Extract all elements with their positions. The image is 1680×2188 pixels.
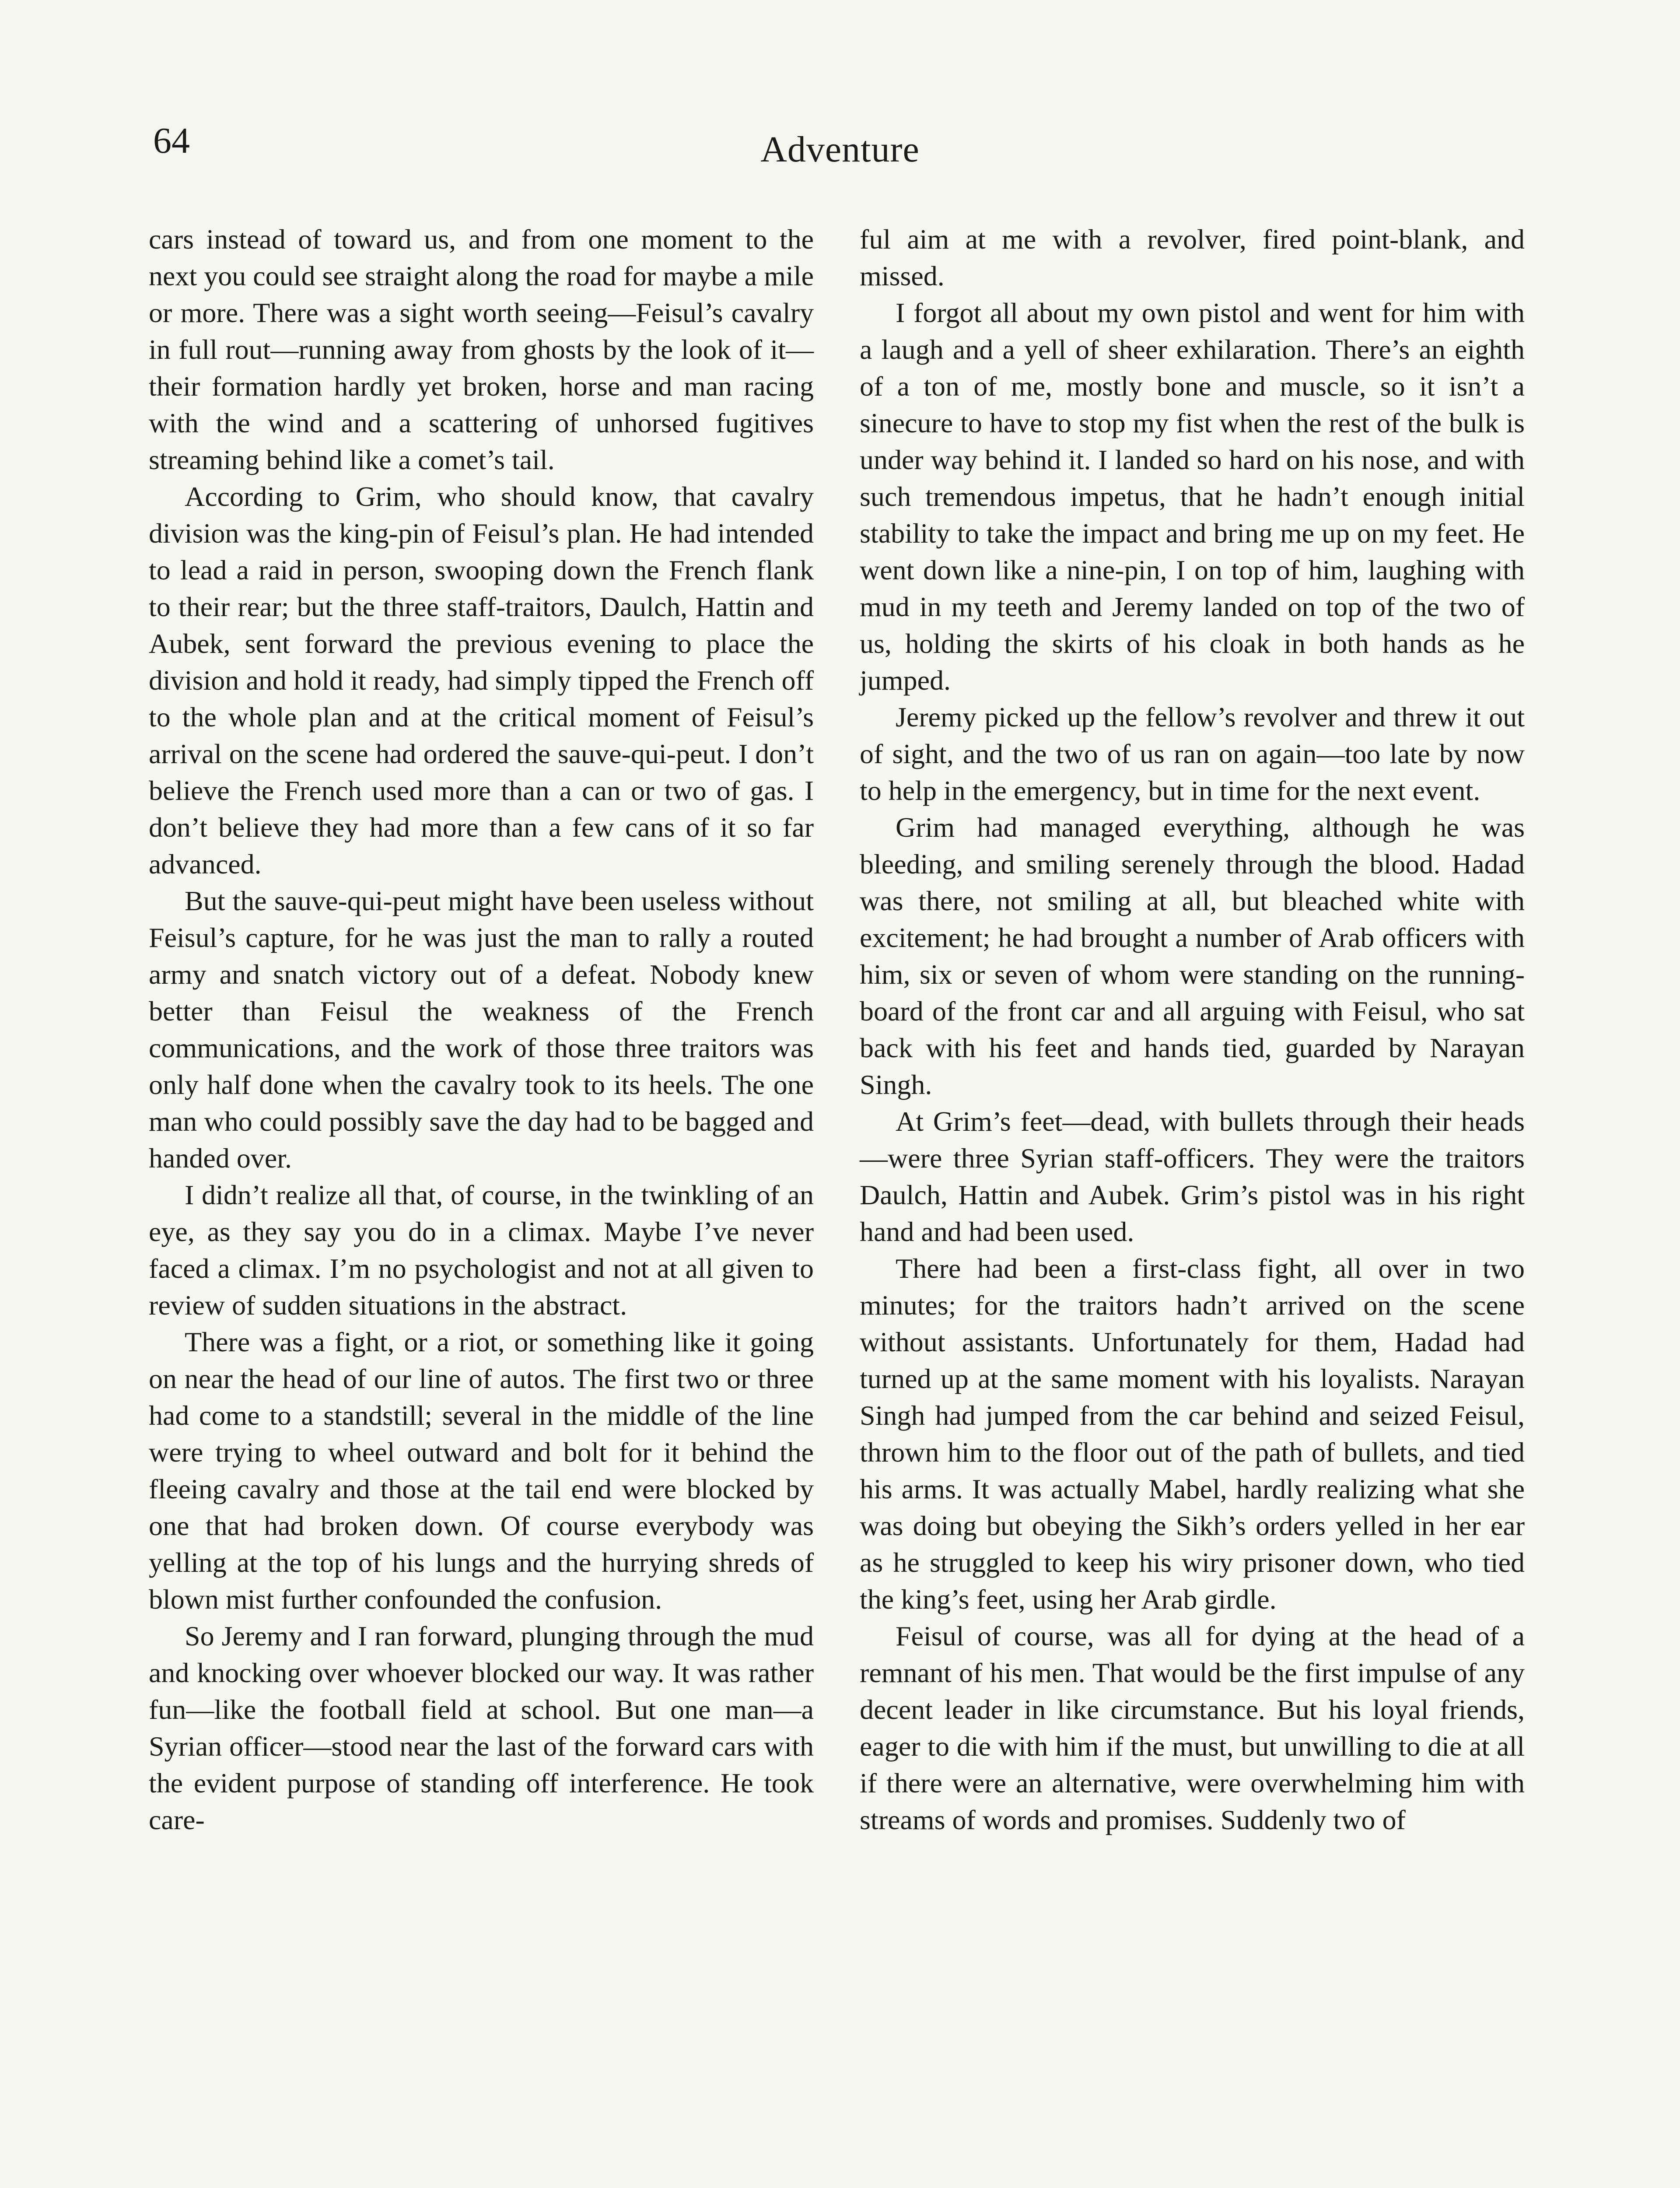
paragraph: Jeremy picked up the fellow’s revolver and threw it out of sight, and the two of us ran on again—too late by now to help in the emergency, but in time for the next event. [860,701,1525,806]
paragraph: ful aim at me with a revolver, fired point-blank, and missed. [860,224,1525,291]
right-column [860,221,1525,1838]
left-column [149,221,814,1838]
running-title: Adventure [760,129,920,170]
paragraph: Grim had managed everything, although he was bleeding, and smiling serenely through the blood. Hadad was there, not smiling at all, but bleached white with excitement; he had brought a number of Arab officers with him, six or seven of whom were standing on the running-board of the front car and all arguing with Feisul, who sat back with his feet and hands tied, guarded by Narayan Singh. [860,812,1525,1100]
paragraph: I forgot all about my own pistol and went for him with a laugh and a yell of sheer exhilaration. There’s an eighth of a ton of me, mostly bone and muscle, so it isn’t a sinecure to have to stop my fist when the rest of the bulk is under way behind it. I landed so hard on his nose, and with such tremendous impetus, that he hadn’t enough initial stability to take the impact and bring me up on my feet. He went down like a nine-pin, I on top of him, laughing with mud in my teeth and Jeremy landed on top of the two of us, holding the skirts of his cloak in both hands as he jumped. [860,297,1525,696]
paragraph: I didn’t realize all that, of course, in the twinkling of an eye, as they say you do in a climax. Maybe I’ve never faced a climax. I’m no psychologist and not at all given to review of sudden situations in the abstract. [149,1179,814,1321]
paragraph: There had been a first-class fight, all over in two minutes; for the traitors hadn’t arrived on the scene without assistants. Unfortunately for them, Hadad had turned up at the same moment with his loyalists. Narayan Singh had jumped from the car behind and seized Feisul, thrown him to the floor out of the path of bullets, and tied his arms. It was actually Mabel, hardly realizing what she was doing but obeying the Sikh’s orders yelled in her ear as he struggled to keep his wiry prisoner down, who tied the king’s feet, using her Arab girdle. [860,1253,1525,1615]
paragraph: At Grim’s feet—dead, with bullets through their heads—were three Syrian staff-officers. They were the traitors Daulch, Hattin and Aubek. Grim’s pistol was in his right hand and had been used. [860,1106,1525,1247]
paragraph: cars instead of toward us, and from one moment to the next you could see straight along the road for maybe a mile or more. There was a sight worth seeing—Feisul’s cavalry in full rout—running away from ghosts by the look of it—their formation hardly yet broken, horse and man racing with the wind and a scattering of unhorsed fugitives streaming behind like a comet’s tail. [149,224,814,475]
paragraph: So Jeremy and I ran forward, plunging through the mud and knocking over whoever blocked our way. It was rather fun—like the football field at school. But one man—a Syrian officer—stood near the last of the forward cars with the evident purpose of standing off interference. He took care- [149,1620,814,1835]
paragraph: According to Grim, who should know, that cavalry division was the king-pin of Feisul’s plan. He had intended to lead a raid in person, swooping down the French flank to their rear; but the three staff-traitors, Daulch, Hattin and Aubek, sent forward the previous evening to place the division and hold it ready, had simply tipped the French off to the whole plan and at the critical moment of Feisul’s arrival on the scene had ordered the sauve-qui-peut. I don’t believe the French used more than a can or two of gas. I don’t believe they had more than a few cans of it so far advanced. [149,481,814,880]
paragraph: But the sauve-qui-peut might have been useless without Feisul’s capture, for he was just the man to rally a routed army and snatch victory out of a defeat. Nobody knew better than Feisul the weakness of the French communications, and the work of those three traitors was only half done when the cavalry took to its heels. The one man who could possibly save the day had to be bagged and handed over. [149,885,814,1174]
paragraph: Feisul of course, was all for dying at the head of a remnant of his men. That would be the first impulse of any decent leader in like circumstance. But his loyal friends, eager to die with him if the must, but unwilling to die at all if there were an alternative, were overwhelming him with streams of words and promises. Suddenly two of [860,1620,1525,1835]
paragraph: There was a fight, or a riot, or something like it going on near the head of our line of autos. The first two or three had come to a standstill; several in the middle of the line were trying to wheel outward and bolt for it behind the fleeing cavalry and those at the tail end were blocked by one that had broken down. Of course everybody was yelling at the top of his lungs and the hurrying shreds of blown mist further confounded the confusion. [149,1326,814,1615]
page-number: 64 [153,120,190,161]
